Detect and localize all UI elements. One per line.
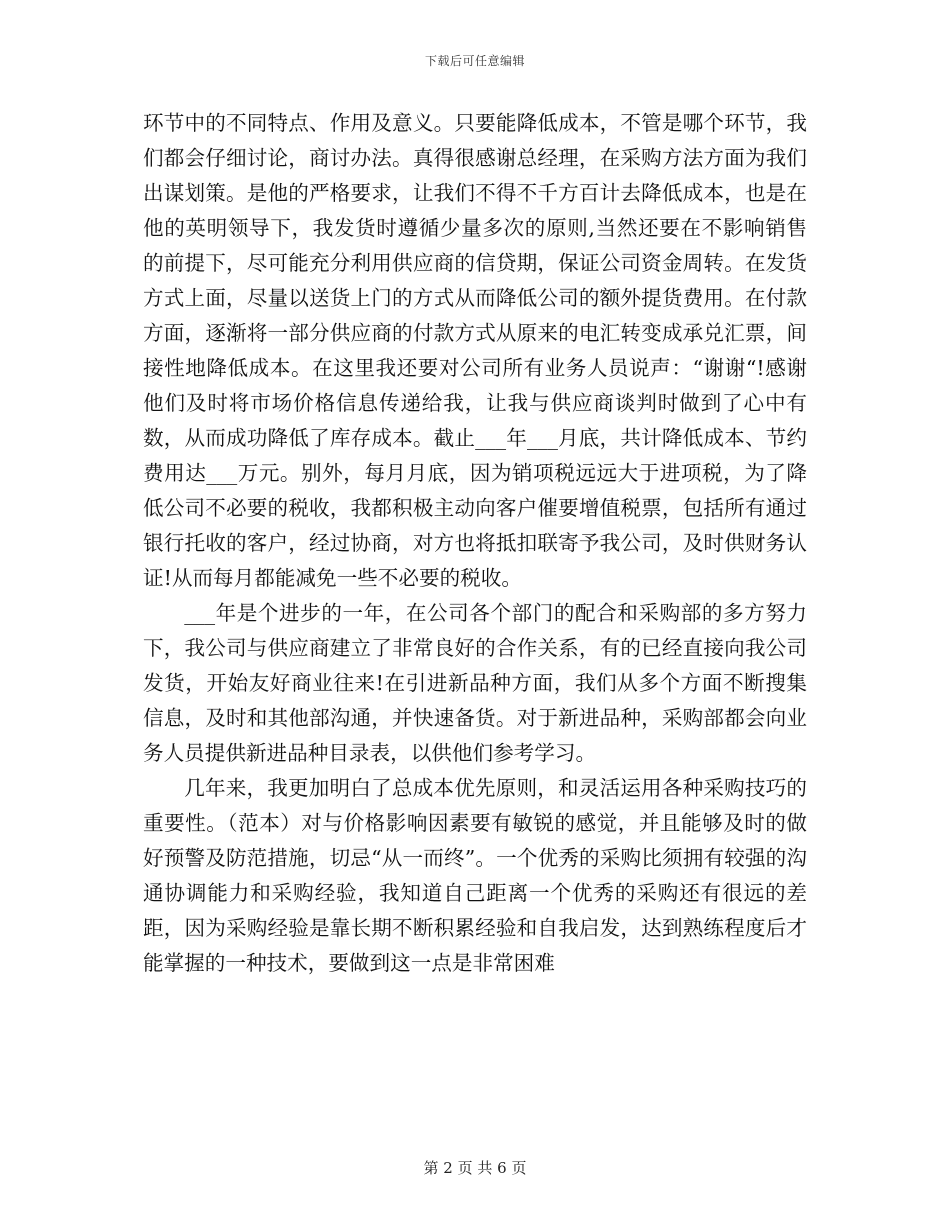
body-paragraph-3: 几年来，我更加明白了总成本优先原则，和灵活运用各种采购技巧的重要性。（范本）对与价格影响因素要有敏锐的感觉，并且能够及时的做好预警及防范措施，切忌“从一而终”。一个优秀的采购比须拥有较强的沟通协调能力和采购经验，我知道自己距离一个优秀的采购还有很远的差距，因为采购经验是靠长期不断积累经验和自我启发，达到熟练程度后才能掌握的一种技术，要做到这一点是非常困难 bbox=[143, 776, 807, 975]
body-paragraph-1: 环节中的不同特点、作用及意义。只要能降低成本，不管是哪个环节，我们都会仔细讨论，商讨办法。真得很感谢总经理，在采购方法方面为我们出谋划策。是他的严格要求，让我们不得不千方百计去降低成本，也是在他的英明领导下，我发货时遵循少量多次的原则,当然还要在不影响销售的前提下，尽可能充分利用供应商的信贷期，保证公司资金周转。在发货方式上面，尽量以送货上门的方式从而降低公司的额外提货费用。在付款方面，逐渐将一部分供应商的付款方式从原来的电汇转变成承兑汇票，间接性地降低成本。在这里我还要对公司所有业务人员说声：“谢谢“!感谢他们及时将市场价格信息传递给我，让我与供应商谈判时做到了心中有数，从而成功降低了库存成本。截止___年___月底，共计降低成本、节约费用达___万元。别外，每月月底，因为销项税远远大于进项税，为了降低公司不必要的税收，我都积极主动向客户催要增值税票，包括所有通过银行托收的客户，经过协商，对方也将抵扣联寄予我公司，及时供财务认证!从而每月都能减免一些不必要的税收。 bbox=[143, 111, 807, 590]
page-number-footer: 第 2 页 共 6 页 bbox=[423, 1159, 527, 1177]
document-body bbox=[143, 106, 807, 981]
body-paragraph-2: ___年是个进步的一年，在公司各个部门的配合和采购部的多方努力下，我公司与供应商建立了非常良好的合作关系，有的已经直接向我公司发货，开始友好商业往来!在引进新品种方面，我们从多个方面不断搜集信息，及时和其他部沟通，并快速备货。对于新进品种，采购部都会向业务人员提供新进品种目录表，以供他们参考学习。 bbox=[143, 601, 807, 765]
page-header: 下载后可任意编辑 bbox=[424, 54, 525, 68]
